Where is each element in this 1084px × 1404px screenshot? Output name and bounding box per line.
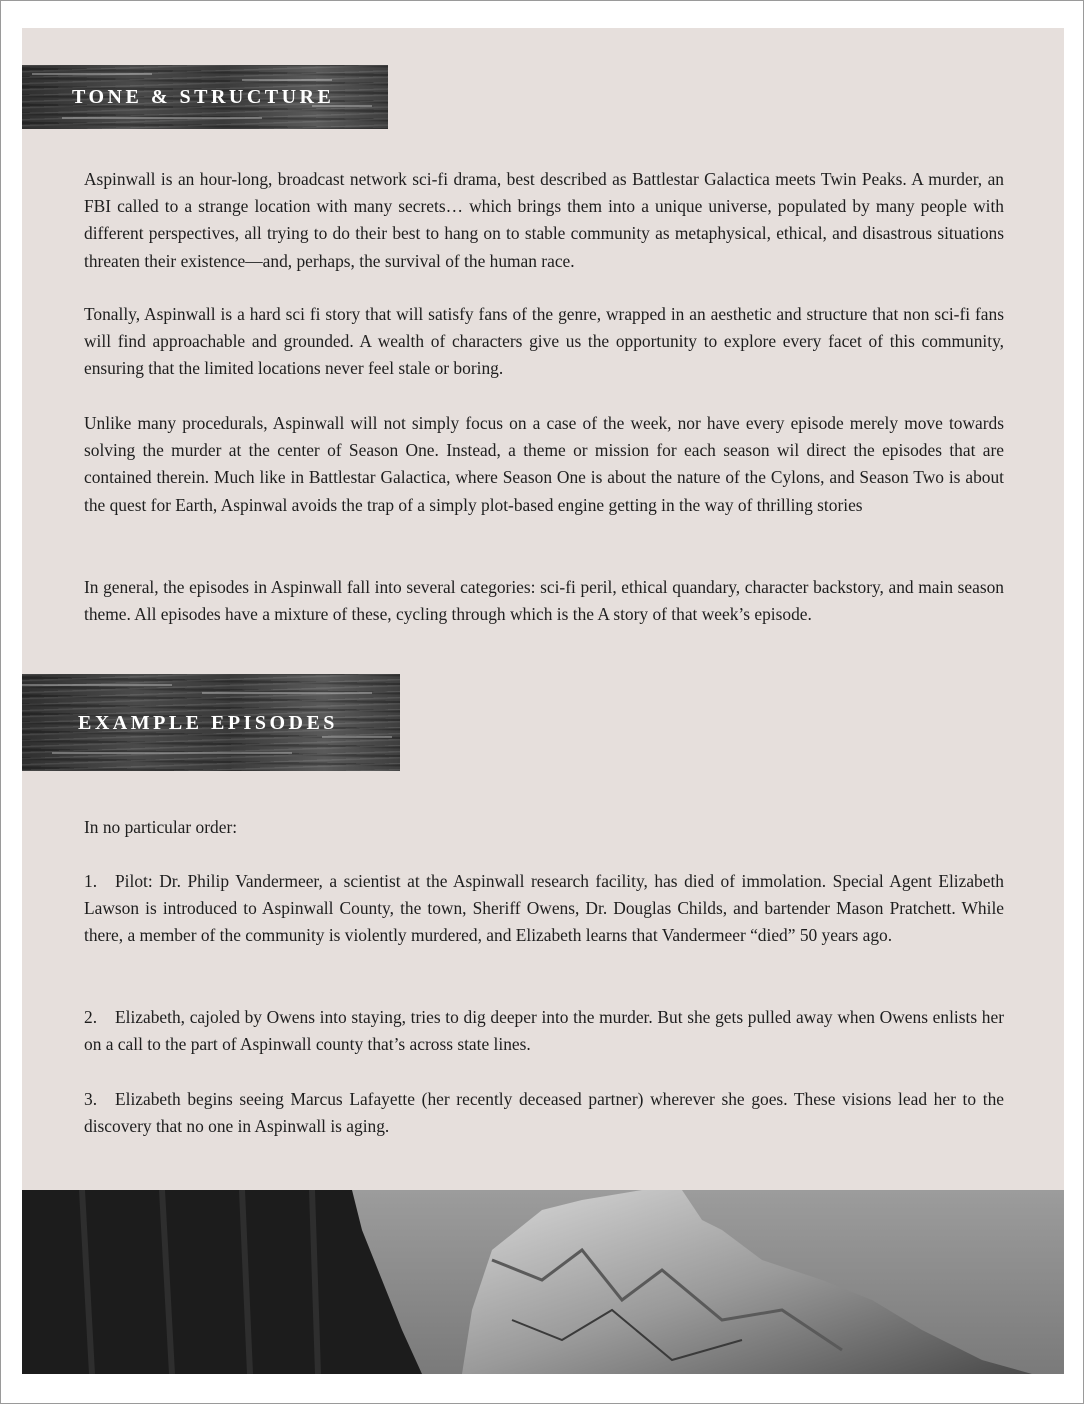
section-heading-tone-structure: TONE & STRUCTURE — [72, 85, 335, 108]
tone-paragraph-3: Unlike many procedurals, Aspinwall will not simply focus on a case of the week, nor have every episode merely move towards solving the murder at the center of Season One. Instead, a theme or mission for each season wil direct the episodes that are contained therein. Much like in Battlestar Galactica, where Season One is about the nature of the Cylons, and Season Two is about the quest for Earth, Aspinwal avoids the trap of a simply plot-based engine getting in the way of thrilling stories — [84, 413, 1004, 515]
list-item-number: 1. — [84, 871, 98, 891]
list-item-text: Elizabeth begins seeing Marcus Lafayette (her recently deceased partner) wherever she goes. These visions lead her to the discovery that no one in Aspinwall is aging. — [84, 1089, 1004, 1137]
list-item-number: 3. — [84, 1089, 98, 1109]
section-banner-example-episodes — [22, 674, 400, 771]
list-item — [84, 1004, 1004, 1058]
mountain-photo — [22, 1190, 1064, 1374]
tone-paragraph-2: Tonally, Aspinwall is a hard sci fi story that will satisfy fans of the genre, wrapped in an aesthetic and structure that non sci-fi fans will find approachable and grounded. A wealth of characters give us the opportunity to explore every facet of this community, ensuring that the limited locations never feel stale or boring. — [84, 304, 1004, 379]
section-banner-tone-structure — [22, 65, 388, 129]
tone-paragraph-1: Aspinwall is an hour-long, broadcast network sci-fi drama, best described as Battlestar Galactica meets Twin Peaks. A murder, an FBI called to a strange location with many secrets… which brings them into a unique universe, populated by many people with different perspectives, all trying to do their best to hang on to stable community as metaphysical, ethical, and disastrous situations threaten their existence—and, perhaps, the survival of the human race. — [84, 169, 1004, 271]
tone-paragraph-4: In general, the episodes in Aspinwall fall into several categories: sci-fi peril, ethical quandary, character backstory, and main season theme. All episodes have a mixture of these, cycling through which is the A story of that week’s episode. — [84, 577, 1004, 625]
list-item — [84, 1086, 1004, 1140]
list-item-text: Elizabeth, cajoled by Owens into staying, tries to dig deeper into the murder. But she gets pulled away when Owens enlists her on a call to the part of Aspinwall county that’s across state lines. — [84, 1007, 1004, 1055]
list-item-number: 2. — [84, 1007, 98, 1027]
episodes-intro: In no particular order: — [84, 817, 238, 837]
section-heading-example-episodes: EXAMPLE EPISODES — [78, 712, 338, 734]
list-item-text: Pilot: Dr. Philip Vandermeer, a scientist at the Aspinwall research facility, has died of immolation. Special Agent Elizabeth Lawson is introduced to Aspinwall County, the town, Sheriff Owens, Dr. Douglas Childs, and bartender Mason Pratchett. While there, a member of the community is violently murdered, and Elizabeth learns that Vandermeer “died” 50 years ago. — [84, 871, 1004, 946]
list-item — [84, 868, 1004, 950]
